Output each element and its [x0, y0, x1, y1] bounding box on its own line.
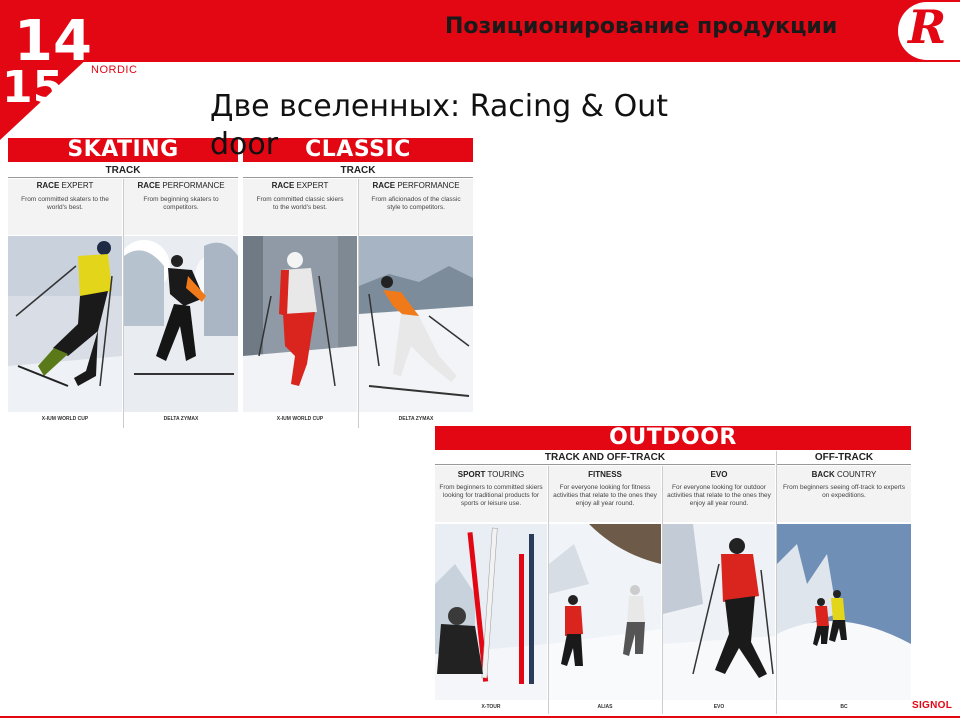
classic-heading: CLASSIC: [243, 138, 473, 162]
outdoor-col1-caption: X-TOUR: [481, 704, 501, 710]
skating-heading: SKATING: [8, 138, 238, 162]
outdoor-fitness-photo: [549, 524, 661, 700]
skating-col1-desc: From committed skaters to the world's best.: [21, 196, 109, 211]
skating-expert-photo: [8, 236, 122, 412]
classic-col2-desc: From aficionados of the classic style to competitors.: [371, 196, 461, 211]
classic-col1-desc: From committed classic skiers to the world's best.: [256, 196, 344, 211]
outdoor-panel: [435, 426, 911, 714]
slide-title: Позиционирование продукции: [445, 14, 838, 39]
brand-logo: [898, 2, 960, 60]
outdoor-col3-desc: For everyone looking for outdoor activities that relate to the ones they enjoy all year round.: [667, 484, 771, 507]
brand-letter: R: [908, 0, 947, 54]
outdoor-col3-caption: EVO: [713, 704, 725, 710]
outdoor-col1-desc: From beginners to committed skiers looking for traditional products for sports or leisure use.: [439, 484, 543, 507]
skating-performance-photo: [124, 236, 238, 412]
subtitle: Две вселенных: Racing & Out door: [210, 89, 668, 162]
footer-line: [0, 716, 960, 718]
outdoor-heading: OUTDOOR: [435, 426, 911, 450]
season-bottom: 15: [2, 62, 64, 113]
outdoor-col2-caption: ALIAS: [597, 704, 613, 710]
classic-col2-caption: DELTA ZYMAX: [398, 416, 434, 422]
outdoor-col3-title: EVO: [710, 470, 728, 479]
outdoor-off-track: OFF-TRACK: [777, 451, 911, 465]
classic-col2-title: RACE PERFORMANCE: [372, 181, 460, 190]
classic-col1-caption: X-IUM WORLD CUP: [276, 416, 324, 422]
skating-panel: [8, 138, 238, 428]
outdoor-col2-desc: For everyone looking for fitness activities that relate to the ones they enjoy all year round.: [553, 484, 657, 507]
outdoor-col4-desc: From beginners seeing off-track to experts on expeditions.: [783, 484, 905, 499]
outdoor-track-and-off: TRACK AND OFF-TRACK: [435, 451, 775, 465]
outdoor-backcountry-photo: [777, 524, 911, 700]
nordic-label: NORDIC: [91, 64, 138, 76]
skating-col2-desc: From beginning skaters to competitors.: [143, 196, 219, 211]
classic-performance-photo: [359, 236, 473, 412]
footer-brand: SIGNOL: [912, 700, 953, 711]
outdoor-col1-title: SPORT TOURING: [457, 470, 525, 479]
outdoor-col4-title: BACK COUNTRY: [811, 470, 877, 479]
classic-panel: [243, 138, 473, 428]
classic-col1-title: RACE EXPERT: [271, 181, 329, 190]
outdoor-col2-title: FITNESS: [588, 470, 622, 479]
classic-expert-photo: [243, 236, 357, 412]
skating-col2-title: RACE PERFORMANCE: [137, 181, 225, 190]
skating-col1-caption: X-IUM WORLD CUP: [41, 416, 89, 422]
outdoor-evo-photo: [663, 524, 775, 700]
skating-col2-caption: DELTA ZYMAX: [163, 416, 199, 422]
outdoor-col4-caption: BC: [840, 704, 848, 710]
classic-track: TRACK: [243, 164, 473, 178]
season-top: 14: [14, 9, 92, 74]
skating-track: TRACK: [8, 164, 238, 178]
outdoor-touring-photo: [435, 524, 547, 700]
skating-col1-title: RACE EXPERT: [36, 181, 94, 190]
